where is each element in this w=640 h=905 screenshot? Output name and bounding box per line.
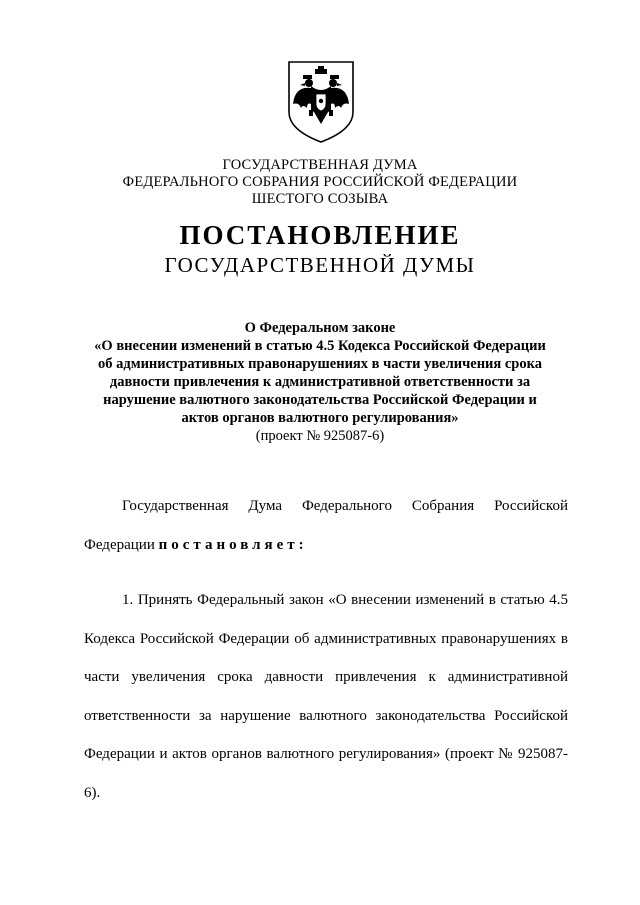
document-title: ПОСТАНОВЛЕНИЕ — [179, 220, 461, 250]
subject-line-1: О Федеральном законе — [244, 320, 396, 336]
header-line-3: ШЕСТОГО СОЗЫВА — [251, 191, 389, 207]
subject-line-5: нарушение валютного законодательства Российской Федерации и — [103, 392, 537, 408]
header-line-1: ГОСУДАРСТВЕННАЯ ДУМА — [222, 157, 418, 173]
subject-line-6: актов органов валютного регулирования» — [181, 410, 459, 426]
coat-of-arms-icon — [287, 60, 355, 144]
resolves-verb: постановляет: — [158, 536, 308, 553]
issuer-header — [0, 157, 640, 208]
project-number: (проект № 925087-6) — [255, 428, 385, 444]
preamble-text: Государственная Дума Федерального Собрания Российской Федерации — [84, 498, 568, 553]
subject-line-4: давности привлечения к административной ответственности за — [109, 374, 531, 390]
document-subtitle: ГОСУДАРСТВЕННОЙ ДУМЫ — [164, 253, 476, 277]
header-line-2: ФЕДЕРАЛЬНОГО СОБРАНИЯ РОССИЙСКОЙ ФЕДЕРАЦИИ — [122, 174, 518, 190]
subject-block — [60, 319, 580, 445]
subject-line-3: об административных правонарушениях в части увеличения срока — [97, 356, 543, 372]
body-paragraph-preamble — [84, 487, 568, 564]
subject-line-2: «О внесении изменений в статью 4.5 Кодекса Российской Федерации — [94, 338, 546, 354]
body-paragraph-item-1: 1. Принять Федеральный закон «О внесении изменений в статью 4.5 Кодекса Российской Федерации об административных правонарушениях в части увеличения срока давности привлечения к административной ответственности за нарушение валютного законодательства Российской Федерации и актов органов валютного регулирования» (проект № 925087-6). — [84, 592, 568, 801]
